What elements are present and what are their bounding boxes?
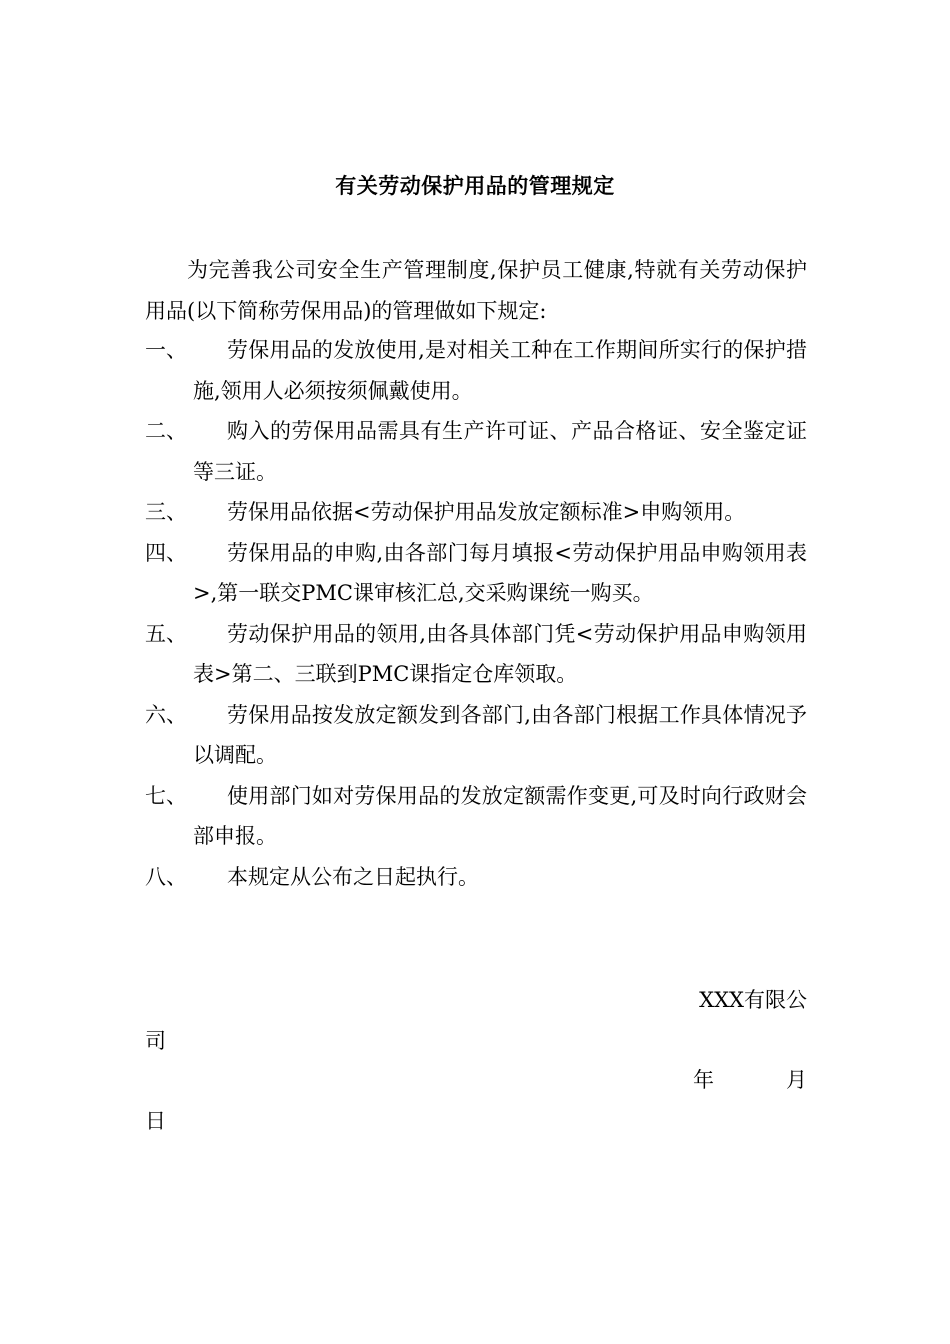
item-text: 购入的劳保用品需具有生产许可证、产品合格证、安全鉴定证等三证。: [193, 419, 807, 484]
item-number: 四、: [145, 540, 187, 565]
item-text: 劳保用品依据<劳动保护用品发放定额标准>申购领用。: [227, 500, 746, 524]
regulation-item-6: [145, 695, 807, 776]
regulation-list: [145, 330, 807, 897]
regulation-item-7: [145, 776, 807, 857]
regulation-item-3: [145, 492, 807, 533]
intro-paragraph: 为完善我公司安全生产管理制度,保护员工健康,特就有关劳动保护用品(以下简称劳保用品)的管理做如下规定:: [145, 258, 807, 323]
item-text: 使用部门如对劳保用品的发放定额需作变更,可及时向行政财会部申报。: [193, 783, 807, 848]
regulation-item-5: [145, 614, 807, 695]
company-name-line1: XXX有限公: [699, 988, 807, 1012]
signature-company: [145, 980, 807, 1062]
regulation-item-1: [145, 330, 807, 411]
date-day: 日: [145, 1109, 166, 1133]
regulation-item-2: [145, 411, 807, 492]
item-number: 三、: [145, 500, 187, 524]
item-text: 劳保用品按发放定额发到各部门,由各部门根据工作具体情况予以调配。: [193, 702, 807, 767]
item-text: 本规定从公布之日起执行。: [227, 864, 479, 889]
date-month: 月: [786, 1068, 807, 1092]
item-text: 劳保用品的申购,由各部门每月填报<劳动保护用品申购领用表>,第一联交PMC课审核汇总,交采购课统一购买。: [193, 540, 807, 605]
item-number: 一、: [145, 338, 187, 362]
regulation-item-8: [145, 857, 807, 898]
document-title: 有关劳动保护用品的管理规定: [335, 174, 615, 198]
item-number: 七、: [145, 783, 187, 808]
item-text: 劳动保护用品的领用,由各具体部门凭<劳动保护用品申购领用表>第二、三联到PMC课指定仓库领取。: [193, 621, 807, 686]
item-text: 劳保用品的发放使用,是对相关工种在工作期间所实行的保护措施,领用人必须按须佩戴使用。: [193, 338, 807, 403]
company-name-line2: 司: [145, 1029, 166, 1053]
signature-date: [145, 1060, 807, 1142]
item-number: 六、: [145, 702, 187, 727]
date-year: 年: [693, 1068, 714, 1092]
item-number: 二、: [145, 419, 187, 443]
regulation-item-4: [145, 533, 807, 614]
item-number: 八、: [145, 864, 187, 889]
date-row: [145, 1060, 807, 1101]
item-number: 五、: [145, 621, 187, 646]
